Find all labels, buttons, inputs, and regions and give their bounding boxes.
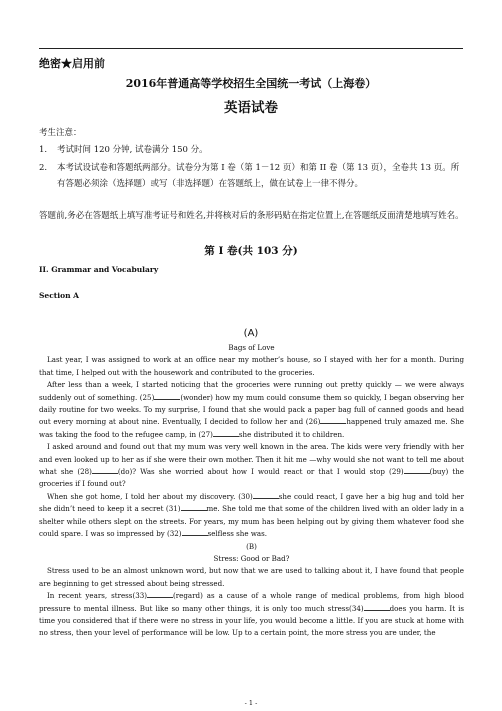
paragraph-text: (wonder) how my mum could consume them so quickly, I began observing her daily routine for two weeks. To my surprise, I found that she would pack a paper bag full of canned goods and head out every morning at about nine. Eventually, I decided to follow her and (26) (39, 392, 464, 427)
confidential-label: 绝密★启用前 (39, 57, 105, 70)
answer-blank (92, 466, 118, 474)
subject-title: 英语试卷 (224, 100, 278, 116)
passage-b-label: (B) (246, 541, 257, 551)
answer-blank (213, 429, 239, 437)
answer-blank (364, 603, 390, 611)
passage-b-title: Stress: Good or Bad? (213, 553, 290, 563)
answer-blank (182, 528, 208, 536)
note-item (39, 160, 464, 192)
paragraph-text: selfless she was. (207, 529, 268, 539)
paragraph-text: When she got home, I told her about my discovery. (30) (47, 491, 253, 501)
paragraph (39, 565, 464, 590)
answer-blank (181, 503, 207, 511)
answer-instruction: 答题前,务必在答题纸上填写准考证号和姓名,并将核对后的条形码贴在指定位置上,在答题纸反面清楚地填写姓名。 (39, 211, 464, 221)
paragraph (39, 379, 464, 441)
answer-blank (320, 416, 346, 424)
paragraph (39, 441, 464, 491)
part-title: 第 I 卷(共 103 分) (204, 245, 298, 257)
section-label: Section A (39, 291, 79, 300)
paragraph-text: (regard) as a cause of a whole range of medical problems, from high blood pressure to mental illness. But like so many other things, it is only too much stress(34) (39, 591, 464, 613)
answer-blank (253, 491, 279, 499)
paragraph-text: happened truly amazed me. She was taking the food to the refugee camp, in (27) (39, 417, 464, 439)
passage-a-label: (A) (243, 328, 259, 339)
paragraph-text: does you harm. It is time you considered that if there were no stress in your life, you would become a little. If you are stuck at home with no stress, then your level of performance will be low. Up to a certain point, the more stress you are under, the (39, 603, 465, 638)
section-heading: II. Grammar and Vocabulary (39, 265, 159, 274)
paragraph-text: Last year, I was assigned to work at an office near my mother’s house, so I stayed with her for a month. During that time, I helped out with the housework and contributed to the groceries. (39, 355, 464, 377)
paragraph-text: (do)? Was she worried about how I would react or that I would stop (29) (117, 467, 404, 477)
answer-blank (404, 466, 430, 474)
answer-blank (154, 392, 180, 400)
paragraph-text: In recent years, stress(33) (47, 591, 148, 601)
paragraph-text: she could react, I gave her a big hug and told her she didn’t need to keep it a secret (31) (39, 491, 464, 514)
paragraph (39, 590, 464, 640)
note-number: 2. (39, 163, 48, 173)
note-text: 本考试设试卷和答题纸两部分。试卷分为第 I 卷（第 1－12 页）和第 II 卷（第 13 页），全卷共 13 页。所有答题必须涂（选择题）或写（非选择题）在答题纸上，做在试卷上一律不得分。 (57, 163, 460, 189)
page-number: - 1 - (244, 699, 258, 707)
paragraph (39, 354, 464, 379)
paragraph-text: (buy) the groceries if I found out? (39, 467, 464, 489)
paragraph-text: Stress used to be an almost unknown word, but now that we are used to talking about it, I have found that people are beginning to get stressed about being stressed. (39, 566, 464, 588)
exam-title: 2016年普通高等学校招生全国统一考试（上海卷） (125, 77, 377, 90)
note-text: 考试时间 120 分钟, 试卷满分 150 分。 (57, 145, 208, 155)
paragraph-text: she distributed it to children. (238, 429, 345, 439)
header-rule (39, 48, 463, 49)
paragraph (39, 491, 464, 541)
note-number: 1. (39, 145, 48, 155)
paragraph-text: After less than a week, I started noticing that the groceries were running out pretty quickly — we were always suddenly out of something. (25) (39, 380, 464, 402)
note-item (39, 142, 464, 158)
notes-heading: 考生注意： (39, 128, 82, 138)
passage-body (39, 342, 464, 640)
answer-blank (147, 590, 173, 598)
passage-a-title: Bags of Love (228, 343, 275, 352)
paragraph-text: me. She told me that some of the children lived with an older lady in a shelter while others slept on the streets. For years, my mum has been helping out by giving them whatever food she could spare. I was so impressed by (32) (39, 504, 464, 539)
paragraph-text: I asked around and found out that my mum was very well known in the area. The kids were very friendly with her and even looked up to her as if she were their own mother. Then it hit me —why would she not want to tell me about what she (28) (39, 442, 464, 477)
